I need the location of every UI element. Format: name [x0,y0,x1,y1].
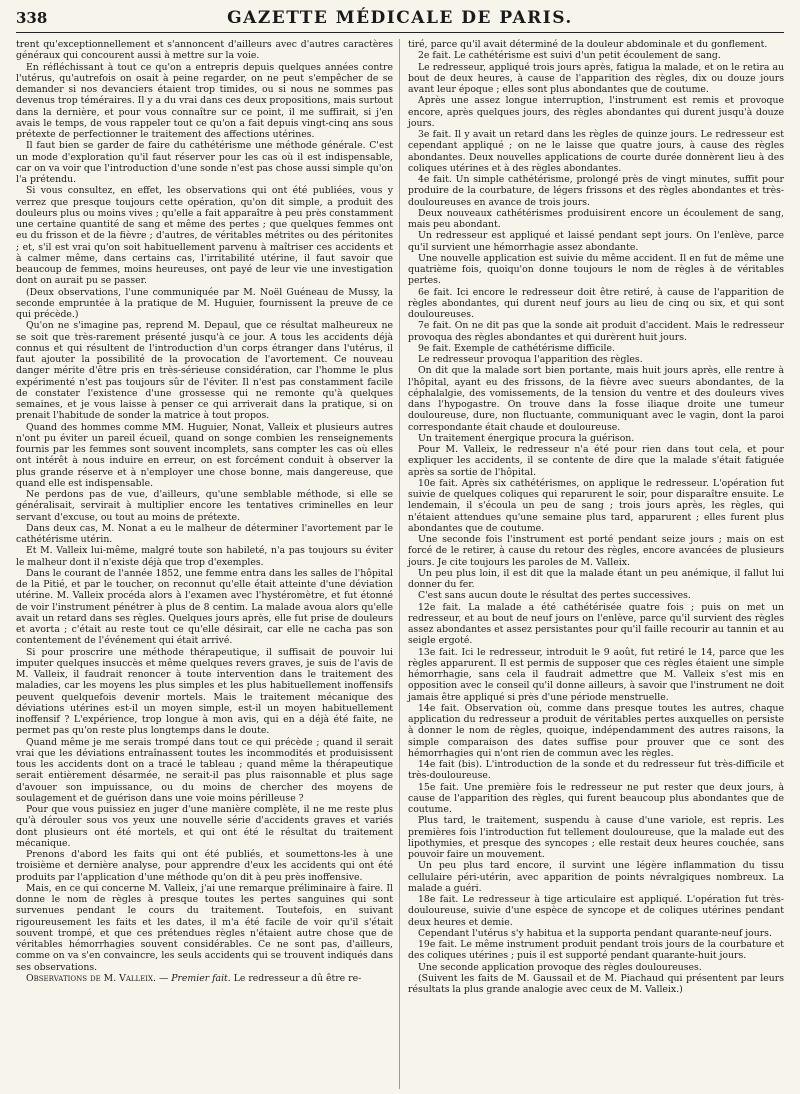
left-paragraph: Prenons d'abord les faits qui ont été publiés, et soumettons-les à une troisième et dernière analyse, pour apprendre d'eux les accidents qui ont été produits par l'application d'une méthode qu'on dit à peu près inoffensive. [16,849,393,883]
right-paragraph: 6e fait. Ici encore le redresseur doit être retiré, à cause de l'apparition de règles abondantes, qui durent neuf jours au lieu de cinq ou six, et qui sont douloureuses. [408,286,784,320]
right-paragraph: On dit que la malade sort bien portante, mais huit jours après, elle rentre à l'hôpital, ayant eu des frissons, de la fièvre avec sueurs abondantes, de la céphalalgie, des vomissements, de la tension du ventre et des douleurs vives dans l'hypogastre. On trouve dans la fosse iliaque droite une tumeur douloureuse, dure, non fluctuante, communiquant avec le vagin, dont la paroi correspondante était chaude et douloureuse. [408,365,784,433]
page-number: 338 [16,9,48,27]
right-column [400,39,788,1089]
right-paragraph: 14e fait (bis). L'introduction de la sonde et du redresseur fut très-difficile et très-douloureuse. [408,759,784,782]
running-title: GAZETTE MÉDICALE DE PARIS. [227,8,573,28]
right-paragraph: Après une assez longue interruption, l'instrument est remis et provoque encore, après quelques jours, des règles abondantes qui durent jusqu'à douze jours. [408,95,784,129]
right-paragraph: 4e fait. Un simple cathétérisme, prolongé près de vingt minutes, suffit pour produire de la courbature, de légers frissons et des règles abondantes et très-douloureuses en avance de trois jours. [408,174,784,208]
first-fact-text: Le redresseur a dû être re- [230,972,362,984]
right-paragraph: Un peu plus tard encore, il survint une légère inflammation du tissu cellulaire péri-utérin, avec apparition de points névralgiques nombreux. La malade a guéri. [408,860,784,894]
right-paragraph: (Suivent les faits de M. Gaussail et de M. Piachaud qui présentent par leurs résultats la plus grande analogie avec ceux de M. Valleix.) [408,972,784,995]
left-paragraph: trent qu'exceptionnellement et s'annoncent d'ailleurs avec d'autres caractères généraux qui concourent aussi à mettre sur la voie. [16,39,393,62]
observations-separator: — [155,972,172,984]
right-paragraph: Cependant l'utérus s'y habitua et la supporta pendant quarante-neuf jours. [418,927,772,939]
right-paragraph: Une seconde application provoque des règles douloureuses. [418,961,702,973]
first-fact-label: Premier fait. [171,972,231,984]
right-paragraph: 10e fait. Après six cathétérismes, on applique le redresseur. L'opération fut suivie de quelques coliques qui reparurent le soir, pour disparaître ensuite. Le lendemain, il s'écoula un peu de sang ; trois jours après, les règles, qui n'étaient attendues qu'une semaine plus tard, apparurent ; elles furent plus abondantes que de coutume. [408,477,784,534]
left-paragraph: Si vous consultez, en effet, les observations qui ont été publiées, vous y verrez que presque toujours cette opération, qu'on dit simple, a produit des douleurs plus ou moins vives ; qu'elle a fait apparaître à peu près constamment une certaine quantité de sang et même des pertes ; que quelques femmes ont eu du frisson et de la fièvre ; d'autres, de véritables métrites ou des péritonites ; et, s'il est vrai qu'on soit habituellement parvenu à maîtriser ces accidents et à calmer même, dans certains cas, l'irritabilité utérine, il faut savoir que beaucoup de femmes, moins heureuses, ont payé de leur vie une investigation dont on aurait pu se passer. [16,185,393,287]
observations-heading-paragraph [16,973,393,984]
left-paragraph: Quand des hommes comme MM. Huguier, Nonat, Valleix et plusieurs autres n'ont pu éviter un pareil écueil, quand on songe combien les renseignements fournis par les femmes sont souvent incomplets, sans compter les cas où elles ont intérêt à nous induire en erreur, on est forcément conduit à observer la plus grande réserve et à n'employer une chose bonne, mais dangereuse, que quand elle est indispensable. [16,421,393,489]
right-paragraph: Une seconde fois l'instrument est porté pendant seize jours ; mais on est forcé de le retirer, à cause du retour des règles, encore avancées de plusieurs jours. Je cite toujours les paroles de M. Valleix. [408,534,784,568]
left-paragraph: Ne perdons pas de vue, d'ailleurs, qu'une semblable méthode, si elle se généralisait, servirait à multiplier encore les tentatives criminelles en leur servant d'excuse, ou tout au moins de prétexte. [16,489,393,523]
right-paragraph: Pour M. Valleix, le redresseur n'a été pour rien dans tout cela, et pour expliquer les accidents, il se contente de dire que la malade s'était fatiguée après sa sortie de l'hôpital. [408,444,784,478]
right-paragraph: 7e fait. On ne dit pas que la sonde ait produit d'accident. Mais le redresseur provoqua des règles abondantes et qui durèrent huit jours. [408,320,784,343]
left-column [12,39,400,1089]
two-column-body [12,39,788,1089]
left-paragraph: Il faut bien se garder de faire du cathétérisme une méthode générale. C'est un mode d'exploration qu'il faut réserver pour les cas où il est indispensable, car on va voir que l'introduction d'une sonde n'est pas chose aussi simple qu'on l'a prétendu. [16,140,393,185]
right-paragraph: 3e fait. Il y avait un retard dans les règles de quinze jours. Le redresseur est cependant appliqué ; on ne le laisse que quatre jours, à cause des règles abondantes. Deux nouvelles applications de courte durée donnèrent lieu à des coliques utérines et à des règles abondantes. [408,129,784,174]
left-paragraph: Qu'on ne s'imagine pas, reprend M. Depaul, que ce résultat malheureux ne se soit que très-rarement présenté jusqu'à ce jour. A tous les accidents déjà connus et qui résultent de l'introduction d'un corps étranger dans l'utérus, il faut ajouter la possibilité de la provocation de l'avortement. Ce nouveau danger mérite d'être pris en très-sérieuse considération, car l'homme le plus expérimenté n'est pas toujours sûr de l'éviter. Il n'est pas constamment facile de constater l'existence d'une grossesse qui ne remonte qu'à quelques semaines, et je vous laisse à penser ce qui arriverait dans la pratique, si on prenait l'habitude de sonder la matrice à tout propos. [16,320,393,422]
left-paragraph: (Deux observations, l'une communiquée par M. Noël Guéneau de Mussy, la seconde empruntée à la pratique de M. Huguier, fournissent la preuve de ce qui précède.) [16,286,393,320]
right-paragraph: 19e fait. Le même instrument produit pendant trois jours de la courbature et des coliques utérines ; puis il est supporté pendant quarante-huit jours. [408,939,784,962]
right-paragraph: Une nouvelle application est suivie du même accident. Il en fut de même une quatrième fois, quoiqu'on donne toujours le nom de règles à de véritables pertes. [408,252,784,287]
left-paragraph: Mais, en ce qui concerne M. Valleix, j'ai une remarque préliminaire à faire. Il donne le nom de règles à presque toutes les pertes sanguines qui sont survenues pendant le cours du traitement. Toutefois, en suivant rigoureusement les faits et les dates, il m'a été facile de voir qu'il s'était souvent trompé, et que ces prétendues règles n'étaient autre chose que de véritables hémorrhagies souvent considérables. Ce ne sont pas, d'ailleurs, comme on va s'en convaincre, les seuls accidents qui se trouvent indiqués dans ses observations. [16,882,393,973]
right-paragraph: Le redresseur provoqua l'apparition des règles. [418,354,643,365]
right-paragraph: Un peu plus loin, il est dit que la malade étant un peu anémique, il fallut lui donner du fer. [408,567,784,590]
right-paragraph: Le redresseur, appliqué trois jours après, fatigua la malade, et on le retira au bout de deux heures, à cause de l'apparition des règles, dix ou douze jours avant leur époque ; elles sont plus abondantes que de coutume. [408,61,784,95]
right-paragraph: C'est sans aucun doute le résultat des pertes successives. [418,590,691,602]
right-paragraph: Un traitement énergique procura la guérison. [418,432,635,444]
right-paragraph: 15e fait. Une première fois le redresseur ne put rester que deux jours, à cause de l'apparition des règles, qui furent beaucoup plus abondantes que de coutume. [408,781,784,815]
right-paragraph: 14e fait. Observation où, comme dans presque toutes les autres, chaque application du redresseur a produit de véritables pertes auxquelles on persiste à donner le nom de règles, quoique, indépendamment des autres raisons, la simple comparaison des dates suffise pour prouver que ce sont des hémorrhagies qui n'ont rien de commun avec les règles. [408,702,784,759]
right-paragraph: 13e fait. Ici le redresseur, introduit le 9 août, fut retiré le 14, parce que les règles apparurent. Il est permis de supposer que ces règles étaient une simple hémorrhagie, sans cela il faudrait admettre que M. Valleix s'est mis en opposition avec le conseil qu'il donne ailleurs, à savoir que l'instrument ne doit jamais être appliqué si près d'une période menstruelle. [408,646,784,703]
left-paragraph: Dans le courant de l'année 1852, une femme entra dans les salles de l'hôpital de la Pitié, et par le toucher, on reconnut qu'elle était atteinte d'une déviation utérine. M. Valleix procéda alors à l'examen avec l'hystéromètre, et fut étonné de voir l'instrument pénétrer à plus de 8 centim. La malade avoua alors qu'elle avait un retard dans ses règles. Quelques jours après, elle fut prise de douleurs et avorta ; c'était au reste tout ce qu'elle désirait, car elle ne cacha pas son contentement de l'événement qui était arrivé. [16,567,393,647]
right-paragraph: Un redresseur est appliqué et laissé pendant sept jours. On l'enlève, parce qu'il survient une hémorrhagie assez abondante. [408,230,784,253]
page-header [16,8,784,33]
right-paragraph: 2e fait. Le cathétérisme est suivi d'un petit écoulement de sang. [418,50,721,62]
right-paragraph: tiré, parce qu'il avait déterminé de la douleur abdominale et du gonflement. [408,39,768,50]
right-paragraph: Deux nouveaux cathétérismes produisirent encore un écoulement de sang, mais peu abondant. [408,207,784,230]
left-paragraph: Si pour proscrire une méthode thérapeutique, il suffisait de pouvoir lui imputer quelques insuccès et même quelques revers graves, je suis de l'avis de M. Valleix, il faudrait renoncer à toute intervention dans le traitement des maladies, car les moyens les plus simples et les plus habituellement inoffensifs peuvent quelquefois devenir mortels. Mais le traitement mécanique des déviations utérines est-il un moyen simple, est-il un moyen habituellement inoffensif ? L'expérience, trop longue à mon avis, qui en a déjà été faite, ne permet pas qu'on reste plus longtemps dans le doute. [16,646,393,737]
left-paragraph: Quand même je me serais trompé dans tout ce qui précède ; quand il serait vrai que les déviations entraînassent toutes les incommodités et produisissent tous les accidents dont on a tracé le tableau ; quand même la thérapeutique serait entièrement désarmée, ne serait-il pas plus raisonnable et plus sage d'avouer son impuissance, ou du moins de chercher des moyens de soulagement et de guérison dans une voie moins périlleuse ? [16,736,393,804]
right-paragraph: 18e fait. Le redresseur à tige articulaire est appliqué. L'opération fut très-douloureuse, suivie d'une espèce de syncope et de coliques utérines pendant deux heures et demie. [408,894,784,928]
left-paragraph: Et M. Valleix lui-même, malgré toute son habileté, n'a pas toujours su éviter le malheur dont il n'existe déjà que trop d'exemples. [16,545,393,568]
right-paragraph: 12e fait. La malade a été cathétérisée quatre fois ; puis on met un redresseur, et au bout de neuf jours on l'enlève, parce qu'il survient des règles assez abondantes et assez persistantes pour qu'il faille recourir au tannin et au seigle ergoté. [408,601,784,647]
left-paragraph: Pour que vous puissiez en juger d'une manière complète, il ne me reste plus qu'à dérouler sous vos yeux une nouvelle série d'accidents graves et variés dont plusieurs ont été mortels, et qui ont été le résultat du traitement mécanique. [16,804,393,849]
right-paragraph: Plus tard, le traitement, suspendu à cause d'une variole, est repris. Les premières fois l'introduction fut tellement douloureuse, que la malade eut des lipothymies, et presque des syncopes ; elle restait deux heures couchée, sans pouvoir faire un mouvement. [408,815,784,860]
left-paragraph: En réfléchissant à tout ce qu'on a entrepris depuis quelques années contre l'utérus, qu'autrefois on osait à peine regarder, on ne peut s'empêcher de se demander si nos devanciers étaient trop timides, ou si nous ne sommes pas devenus trop téméraires. Il y a du vrai dans ces deux propositions, mais surtout dans la dernière, et pour vous connaître sur ce point, il me suffirait, si j'en avais le temps, de vous rappeler tout ce qu'on a fait depuis vingt-cinq ans sous prétexte de perfectionner le traitement des affections utérines. [16,61,393,140]
observations-label: Observations de M. Valleix. [26,972,156,984]
left-paragraph: Dans deux cas, M. Nonat a eu le malheur de déterminer l'avortement par le cathétérisme utérin. [16,522,393,545]
right-paragraph: 9e fait. Exemple de cathétérisme difficile. [418,342,615,354]
